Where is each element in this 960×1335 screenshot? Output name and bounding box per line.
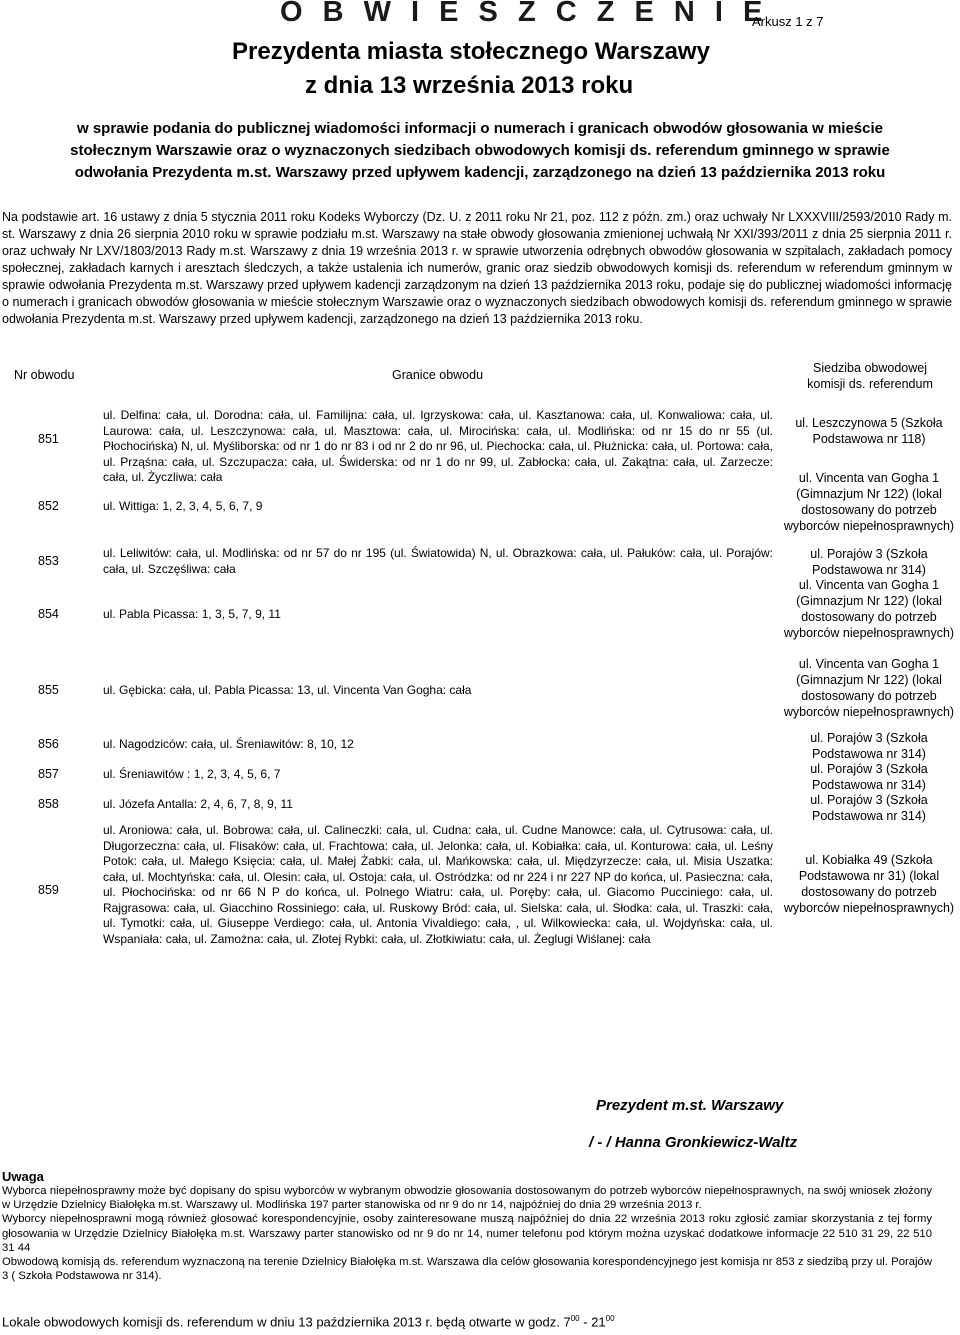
column-header-granice: Granice obwodu bbox=[392, 368, 484, 382]
note-paragraph: Wyborca niepełnosprawny może być dopisany do spisu wyborców w wybranym obwodzie głosowania dostosowanym do potrzeb wyborców niepełnosprawnych, na swój wniosek złożony w Urzędzie Dzielnicy Białołęka m.st. Warszawy ul. Modlińska 197 parter stanowiska od nr 9 do nr 14, najpóźniej do dnia 29 września 2013 r. bbox=[2, 1185, 932, 1212]
district-boundaries: ul. Pabla Picassa: 1, 3, 5, 7, 9, 11 bbox=[103, 607, 281, 621]
district-number: 852 bbox=[38, 499, 59, 513]
district-boundaries: ul. Nagodziców: cała, ul. Śreniawitów: 8, 10, 12 bbox=[103, 737, 354, 751]
opening-hours-footer bbox=[2, 1314, 615, 1329]
district-number: 858 bbox=[38, 797, 59, 811]
commission-seat: ul. Porajów 3 (Szkoła Podstawowa nr 314) bbox=[810, 731, 928, 761]
district-boundaries: ul. Aroniowa: cała, ul. Bobrowa: cała, ul. Calineczki: cała, ul. Cudna: cała, ul. Cudne Manowce: cała, ul. Cytrusowa: cała, ul. Długorzeczna: cała, ul. Flisaków: cała, ul. Frachtowa: cała, ul. Jelonka: cała, ul. Kobiałka: cała, ul. Konturowa: cała, ul. Leśny Potok: cała, ul. Małego Księcia: cała, ul. Małej Żabki: cała, ul. Mańkowska: cała, ul. Międzyrzecze: cała, ul. Misia Uszatka: cała, ul. Mochtyńska: cała, ul. Olesin: cała, ul. Ostoja: cała, ul. Ostródzka: od nr 224 i nr 227 NP do końca, ul. Pasieczna: cała, ul. Płochocińska: od nr 66 N P do końca, ul. Polnego Wiatru: cała, ul. Poręby: cała, ul. Giacomo Pucciniego: cała, ul. Rajgrasowa: cała, ul. Giacchino Rossiniego: cała, ul. Ruskowy Bród: cała, ul. Sielska: cała, ul. Słodka: cała, ul. Traszki: cała, ul. Tymotki: cała, ul. Giuseppe Verdiego: cała, ul. Antonia Vivaldiego: cała, , ul. Wilkowiecka: cała, ul. Wojdyńska: cała, ul. Wspaniała: cała, ul. Zamożna: cała, ul. Złotej Rybki: cała, ul. Złotkiwiatu: cała, ul. Żeglugi Wiślanej: cała bbox=[103, 823, 773, 946]
district-boundaries: ul. Wittiga: 1, 2, 3, 4, 5, 6, 7, 9 bbox=[103, 499, 263, 513]
commission-seat: ul. Porajów 3 (Szkoła Podstawowa nr 314) bbox=[810, 762, 928, 792]
signature-name: / - / Hanna Gronkiewicz-Waltz bbox=[589, 1134, 798, 1151]
district-number: 853 bbox=[38, 554, 59, 568]
commission-seat: ul. Leszczynowa 5 (Szkoła Podstawowa nr 118) bbox=[795, 416, 943, 446]
footer-text: Lokale obwodowych komisji ds. referendum w dniu 13 października 2013 r. będą otwarte w godz. 7 bbox=[2, 1314, 571, 1330]
sheet-number: Arkusz 1 z 7 bbox=[752, 14, 824, 29]
document-subject: w sprawie podania do publicznej wiadomości informacji o numerach i granicach obwodów głosowania w mieście stołecznym Warszawie oraz o wyznaczonych siedzibach obwodowych komisji ds. referendum gminnego w sprawie odwołania Prezydenta m.st. Warszawy przed upływem kadencji, zarządzonego na dzień 13 października 2013 roku bbox=[70, 120, 890, 181]
district-number: 851 bbox=[38, 432, 59, 446]
notes-section bbox=[2, 1184, 932, 1283]
note-paragraph: Wyborcy niepełnosprawni mogą również głosować korespondencyjnie, osoby zainteresowane muszą najpóźniej do dnia 22 września 2013 roku zgłosić zamiar skorzystania z tej formy głosowania w Urzędzie Dzielnicy Białołęka m.st. Warszawy parter stanowisko od nr 9 do nr 14, numer telefonu pod którym można uzyskać dodatkowe informacje 22 510 31 29, 22 510 31 44 bbox=[2, 1213, 932, 1254]
district-number: 856 bbox=[38, 737, 59, 751]
district-number: 854 bbox=[38, 607, 59, 621]
district-boundaries: ul. Leliwitów: cała, ul. Modlińska: od nr 57 do nr 195 (ul. Światowida) N, ul. Obrazkowa: cała, ul. Pałuków: cała, ul. Porajów: cała, ul. Szczęśliwa: cała bbox=[103, 546, 773, 576]
district-number: 855 bbox=[38, 683, 59, 697]
district-number: 859 bbox=[38, 883, 59, 897]
commission-seat: ul. Kobiałka 49 (Szkoła Podstawowa nr 31) (lokal dostosowany do potrzeb wyborców niepełnosprawnych) bbox=[783, 853, 955, 915]
district-boundaries: ul. Delfina: cała, ul. Dorodna: cała, ul. Familijna: cała, ul. Igrzyskowa: cała, ul. Kasztanowa: cała, ul. Konwaliowa: cała, ul. Laurowa: cała, ul. Leszczynowa: cała, ul. Masztowa: cała, ul. Mirocińska: cała, ul. Modlińska: od nr 15 do nr 55 (ul. Płochocińska) N, ul. Myśliborska: od nr 1 do nr 83 i od nr 2 do nr 96, ul. Piechocka: cała, ul. Płużnicka: cała, ul. Portowa: cała, ul. Prząśna: cała, ul. Szczupacza: cała, ul. Świderska: od nr 1 do nr 99, ul. Zabłocka: cała, ul. Zakątna: cała, ul. Zarzecze: cała, ul. Życzliwa: cała bbox=[103, 408, 773, 484]
footer-sup-end: 00 bbox=[605, 1314, 615, 1323]
commission-seat: ul. Vincenta van Gogha 1 (Gimnazjum Nr 122) (lokal dostosowany do potrzeb wyborców niepełnosprawnych) bbox=[783, 578, 955, 640]
legal-basis-paragraph: Na podstawie art. 16 ustawy z dnia 5 stycznia 2011 roku Kodeks Wyborczy (Dz. U. z 2011 roku Nr 21, poz. 112 z późn. zm.) oraz uchwały Nr LXXXVIII/2593/2010 Rady m. st. Warszawy z dnia 26 sierpnia 2010 roku w sprawie podziału m.st. Warszawy na stałe obwody głosowania zmienionej uchwałą Nr XXI/393/2011 z dnia 25 sierpnia 2011 r. oraz uchwały Nr LXV/1803/2013 Rady m.st. Warszawy z dnia 19 września 2013 r. w sprawie utworzenia odrębnych obwodów głosowania w szpitalach, zakładach pomocy społecznej, zakładach karnych i aresztach śledczych, a także ustalenia ich numerów, granic oraz siedzib obwodowych komisji ds. referendum w referendum gminnym w sprawie odwołania Prezydenta m.st. Warszawy przed upływem kadencji zarządzonym na dzień 13 października 2013 roku, podaje się do publicznej wiadomości informację o numerach i granicach obwodów głosowania w mieście stołecznym Warszawie oraz o wyznaczonych siedzibach obwodowych komisji ds. referendum gminnego w sprawie odwołania Prezydenta m.st. Warszawy przed upływem kadencji, zarządzonego na dzień 13 października 2013 roku. bbox=[2, 210, 952, 326]
commission-seat: ul. Porajów 3 (Szkoła Podstawowa nr 314) bbox=[810, 793, 928, 823]
note-paragraph: Obwodową komisją ds. referendum wyznaczoną na terenie Dzielnicy Białołęka m.st. Warszawa dla celów głosowania korespondencyjnego jest komisja nr 853 z siedzibą przy ul. Porajów 3 ( Szkoła Podstawowa nr 314). bbox=[2, 1256, 932, 1283]
document-title: O B W I E S Z C Z E N I E bbox=[280, 0, 769, 28]
signature-role: Prezydent m.st. Warszawy bbox=[596, 1097, 784, 1114]
document-date: z dnia 13 września 2013 roku bbox=[305, 72, 634, 99]
footer-sup-start: 00 bbox=[570, 1314, 580, 1323]
column-header-nr: Nr obwodu bbox=[14, 368, 75, 382]
district-number: 857 bbox=[38, 767, 59, 781]
footer-dash: - 21 bbox=[579, 1314, 606, 1330]
district-boundaries: ul. Józefa Antalla: 2, 4, 6, 7, 8, 9, 11 bbox=[103, 797, 293, 811]
district-boundaries: ul. Śreniawitów : 1, 2, 3, 4, 5, 6, 7 bbox=[103, 767, 281, 781]
commission-seat: ul. Vincenta van Gogha 1 (Gimnazjum Nr 122) (lokal dostosowany do potrzeb wyborców niepełnosprawnych) bbox=[783, 657, 955, 719]
commission-seat: ul. Porajów 3 (Szkoła Podstawowa nr 314) bbox=[810, 547, 928, 577]
column-header-siedziba: Siedziba obwodowej komisji ds. referendum bbox=[807, 361, 933, 391]
notes-heading: Uwaga bbox=[2, 1169, 44, 1184]
commission-seat: ul. Vincenta van Gogha 1 (Gimnazjum Nr 122) (lokal dostosowany do potrzeb wyborców niepełnosprawnych) bbox=[783, 471, 955, 533]
document-issuer: Prezydenta miasta stołecznego Warszawy bbox=[232, 38, 710, 65]
district-boundaries: ul. Gębicka: cała, ul. Pabla Picassa: 13, ul. Vincenta Van Gogha: cała bbox=[103, 683, 472, 697]
